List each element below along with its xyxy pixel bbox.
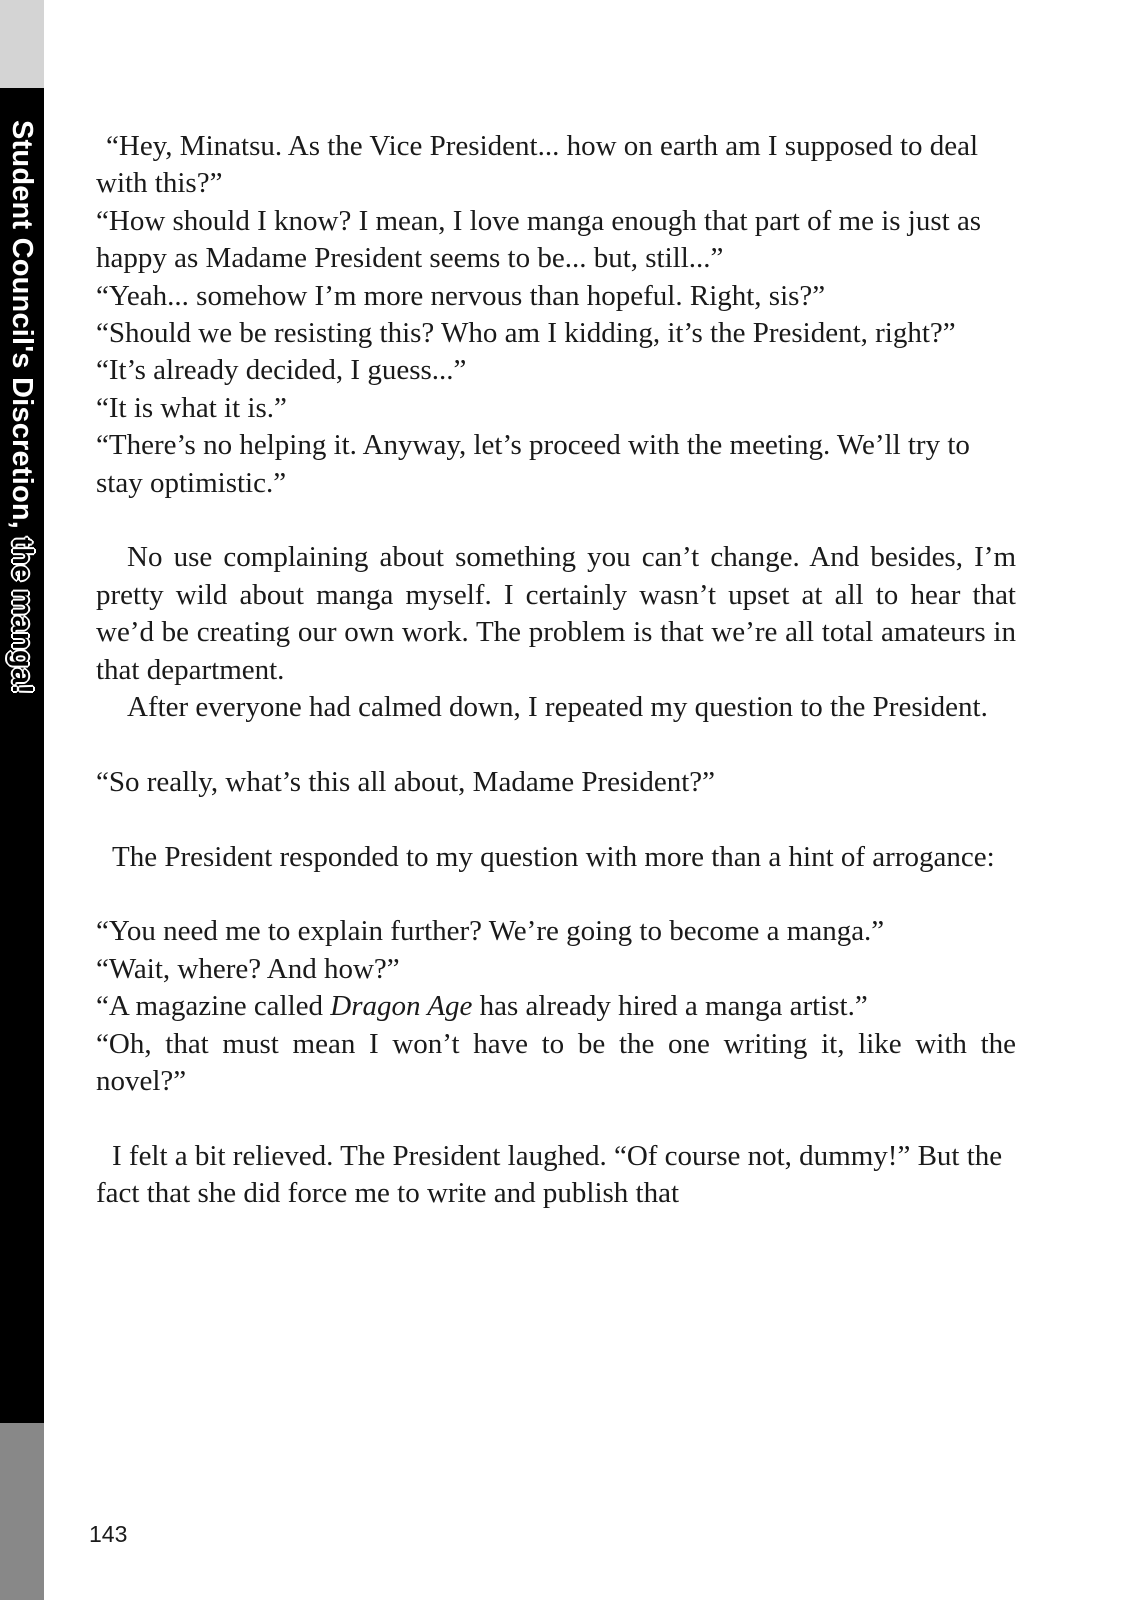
page-body bbox=[96, 128, 1016, 1213]
paragraph-with-title bbox=[96, 988, 1016, 1025]
paragraph: “Hey, Minatsu. As the Vice President... how on earth am I supposed to deal with this?” bbox=[96, 130, 979, 200]
paragraph: I felt a bit relieved. The President laughed. “Of course not, dummy!” But the fact that she did force me to write and publish that bbox=[96, 1139, 1003, 1210]
magazine-title: Dragon Age bbox=[330, 990, 473, 1023]
paragraph: “Yeah... somehow I’m more nervous than hopeful. Right, sis?” bbox=[96, 279, 826, 312]
paragraph: “Should we be resisting this? Who am I kidding, it’s the President, right?” bbox=[96, 317, 956, 350]
paragraph-gap bbox=[96, 1101, 1016, 1138]
paragraph-gap bbox=[96, 801, 1016, 838]
running-title-accent: the manga! bbox=[6, 537, 38, 695]
paragraph-gap bbox=[96, 726, 1016, 763]
paragraph: After everyone had calmed down, I repeated my question to the President. bbox=[127, 691, 988, 724]
paragraph: “It is what it is.” bbox=[96, 391, 287, 424]
paragraph: “So really, what’s this all about, Madame President?” bbox=[96, 765, 716, 798]
paragraph-gap bbox=[96, 876, 1016, 913]
paragraph: “You need me to explain further? We’re going to become a manga.” bbox=[96, 915, 885, 948]
paragraph-gap bbox=[96, 502, 1016, 539]
running-title bbox=[4, 120, 40, 694]
text-run: “A magazine called bbox=[96, 990, 331, 1023]
paragraph: “How should I know? I mean, I love manga enough that part of me is just as happy as Madame President seems to be... but, still...” bbox=[96, 204, 982, 275]
running-title-main: Student Council's Discretion, bbox=[6, 120, 38, 538]
paragraph: “It’s already decided, I guess...” bbox=[96, 354, 467, 387]
paragraph: “Wait, where? And how?” bbox=[96, 952, 400, 985]
paragraph: “There’s no helping it. Anyway, let’s proceed with the meeting. We’ll try to stay optimistic.” bbox=[96, 429, 970, 499]
spine-top-band bbox=[0, 0, 44, 88]
paragraph: “Oh, that must mean I won’t have to be the one writing it, like with the novel?” bbox=[96, 1027, 1016, 1098]
paragraph: The President responded to my question with more than a hint of arrogance: bbox=[112, 840, 995, 873]
paragraph: No use complaining about something you can’t change. And besides, I’m pretty wild about manga myself. I certainly wasn’t upset at all to hear that we’d be creating our own work. The problem is that we’re all total amateurs in that department. bbox=[96, 541, 1016, 686]
page-number: 143 bbox=[89, 1521, 128, 1547]
text-run: has already hired a manga artist.” bbox=[472, 990, 868, 1023]
spine-bottom-band bbox=[0, 1423, 44, 1600]
